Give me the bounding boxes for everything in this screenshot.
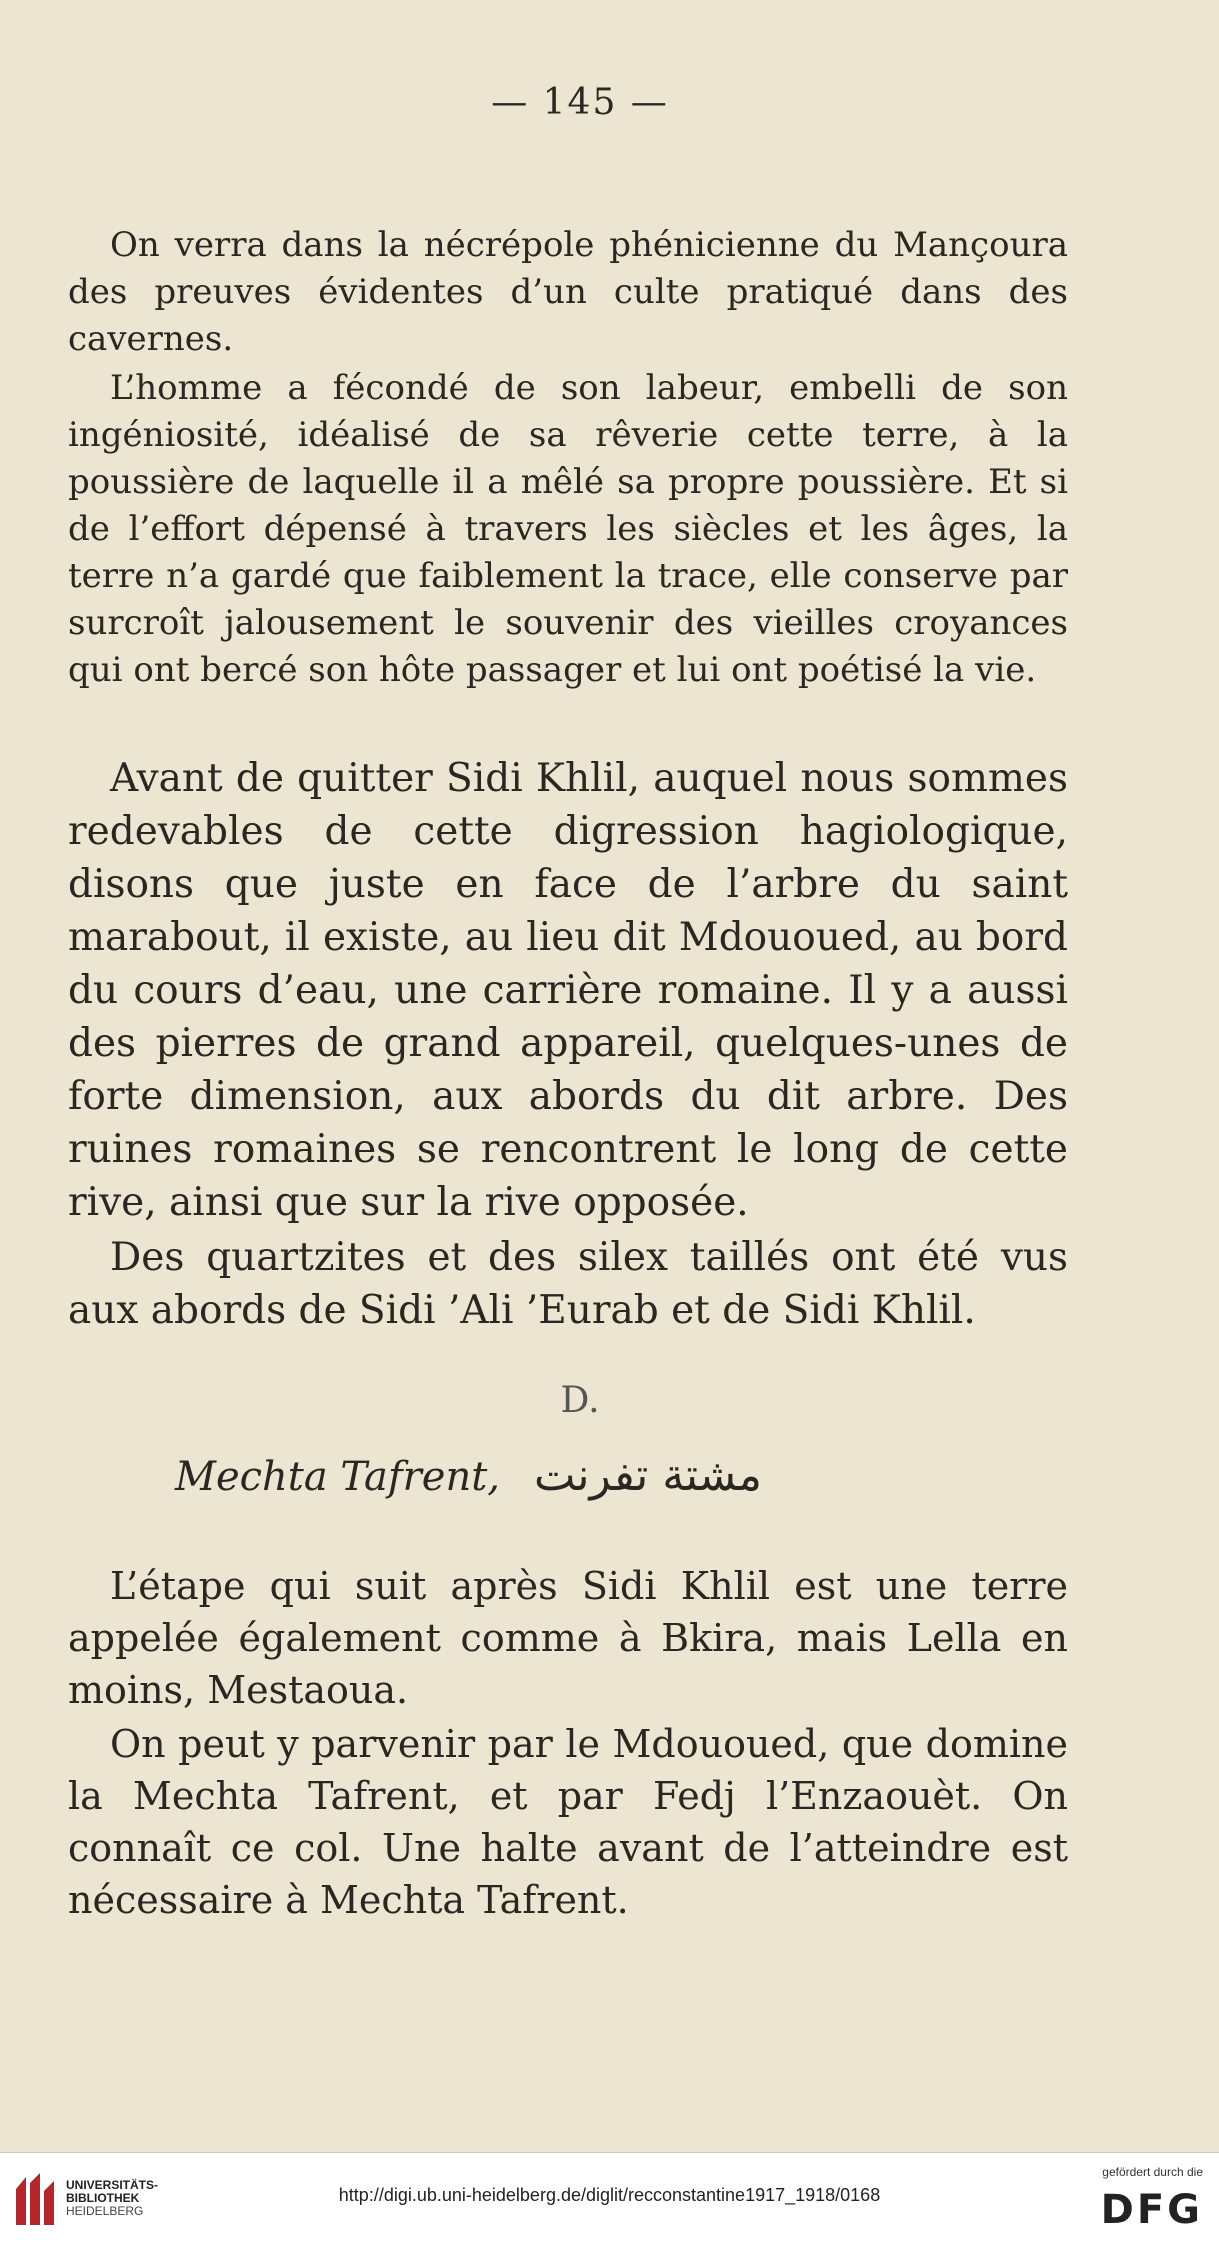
page-number: — 145 — bbox=[491, 82, 669, 123]
text-block-1 bbox=[68, 222, 1068, 694]
paragraph: Avant de quitter Sidi Khlil, auquel nous sommes redevables de cette digression hagiologique, disons que juste en face de l’arbre du saint marabout, il existe, au lieu dit Mdououed, au bord du cours d’eau, une carrière romaine. Il y a aussi des pierres de grand appareil, quelques-unes de forte dimension, aux abords du dit arbre. Des ruines romaines se rencontrent le long de cette rive, ainsi que sur la rive opposée. bbox=[68, 756, 1068, 1225]
section-title-latin: Mechta Tafrent, bbox=[175, 1454, 500, 1500]
paragraph: L’homme a fécondé de son labeur, embelli de son ingéniosité, idéalisé de sa rêverie cette terre, à la poussière de laquelle il a mêlé sa propre poussière. Et si de l’effort dépensé à travers les siècles et les âges, la terre n’a gardé que faiblement la trace, elle conserve par surcroît jalousement le souvenir des vieilles croyances qui ont bercé son hôte passager et lui ont poétisé la vie. bbox=[68, 368, 1068, 690]
footer-bar bbox=[0, 2152, 1219, 2245]
paragraph: Des quartzites et des silex taillés ont été vus aux abords de Sidi ’Ali ’Eurab et de Sidi Khlil. bbox=[68, 1235, 1068, 1333]
source-url-link[interactable]: http://digi.ub.uni-heidelberg.de/diglit/recconstantine1917_1918/0168 bbox=[338, 2185, 881, 2205]
paragraph: L’étape qui suit après Sidi Khlil est une terre appelée également comme à Bkira, mais Lella en moins, Mestaoua. bbox=[68, 1564, 1068, 1712]
section-letter: D. bbox=[560, 1380, 600, 1421]
text-block-2 bbox=[68, 752, 1068, 1337]
text-block-3 bbox=[68, 1560, 1068, 1926]
sponsor-label: gefördert durch die bbox=[1102, 2165, 1203, 2179]
section-title-arabic: مشتة تفرنت bbox=[534, 1450, 762, 1501]
dfg-logo: DFG bbox=[1100, 2187, 1203, 2233]
paragraph: On verra dans la nécrépole phénicienne du Mançoura des preuves évidentes d’un culte pratiqué dans des cavernes. bbox=[68, 225, 1068, 359]
university-name: UNIVERSITÄTS- BIBLIOTHEK HEIDELBERG bbox=[66, 2178, 159, 2218]
paragraph: On peut y parvenir par le Mdououed, que domine la Mechta Tafrent, et par Fedj l’Enzaouèt. On connaît ce col. Une halte avant de l’atteindre est nécessaire à Mechta Tafrent. bbox=[68, 1722, 1068, 1922]
section-title bbox=[175, 1450, 975, 1501]
